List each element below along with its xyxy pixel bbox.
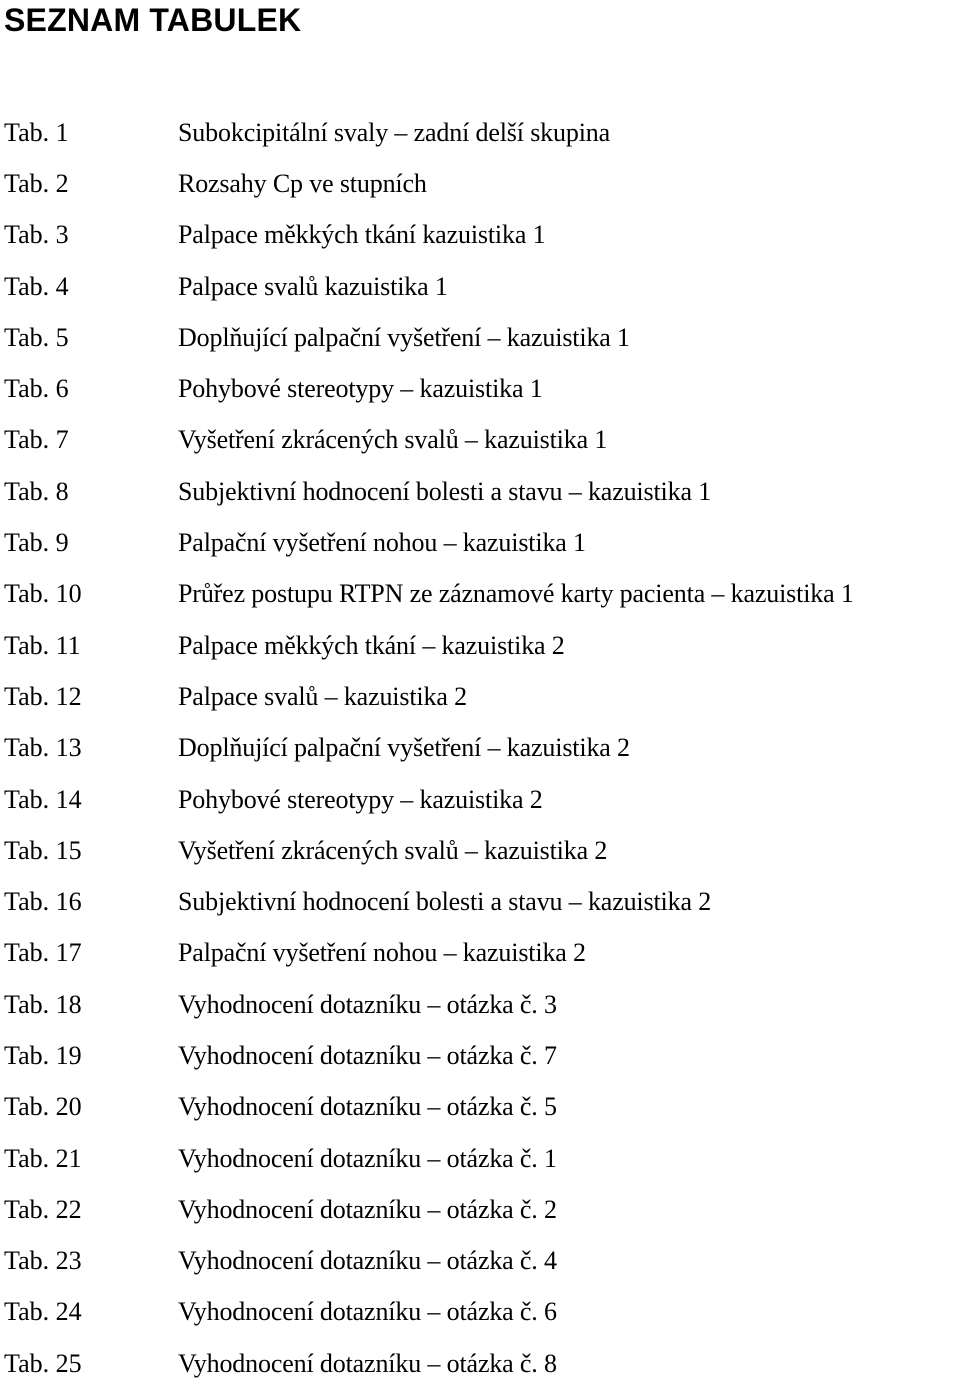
table-caption: Subjektivní hodnocení bolesti a stavu – kazuistika 1 (178, 476, 712, 506)
table-number: Tab. 6 (4, 374, 69, 404)
list-item (0, 723, 960, 774)
table-number: Tab. 20 (4, 1092, 82, 1122)
table-caption: Palpace měkkých tkání – kazuistika 2 (178, 630, 565, 660)
list-item (0, 1133, 960, 1184)
table-number: Tab. 15 (4, 835, 82, 865)
page-title: SEZNAM TABULEK (4, 2, 302, 38)
table-caption: Vyhodnocení dotazníku – otázka č. 3 (178, 989, 557, 1019)
table-number: Tab. 25 (4, 1348, 82, 1378)
table-caption: Vyšetření zkrácených svalů – kazuistika 2 (178, 835, 608, 865)
table-caption: Vyhodnocení dotazníku – otázka č. 7 (178, 1040, 557, 1070)
table-caption: Průřez postupu RTPN ze záznamové karty pacienta – kazuistika 1 (178, 579, 854, 609)
table-caption: Vyhodnocení dotazníku – otázka č. 5 (178, 1092, 557, 1122)
list-item (0, 825, 960, 876)
table-number: Tab. 5 (4, 322, 69, 352)
table-number: Tab. 8 (4, 476, 69, 506)
table-caption: Vyhodnocení dotazníku – otázka č. 4 (178, 1246, 557, 1276)
table-caption: Palpace svalů – kazuistika 2 (178, 681, 467, 711)
list-item (0, 979, 960, 1030)
table-number: Tab. 24 (4, 1297, 82, 1327)
table-number: Tab. 11 (4, 630, 81, 660)
table-caption: Palpační vyšetření nohou – kazuistika 2 (178, 938, 586, 968)
list-item (0, 1082, 960, 1133)
list-item (0, 569, 960, 620)
table-caption: Palpace měkkých tkání kazuistika 1 (178, 220, 546, 250)
list-item (0, 107, 960, 158)
list-item (0, 1184, 960, 1235)
list-item (0, 1338, 960, 1389)
list-item (0, 466, 960, 517)
list-item (0, 312, 960, 363)
list-item (0, 620, 960, 671)
table-caption: Vyhodnocení dotazníku – otázka č. 8 (178, 1348, 557, 1378)
table-caption: Vyhodnocení dotazníku – otázka č. 6 (178, 1297, 557, 1327)
table-number: Tab. 18 (4, 989, 82, 1019)
list-item (0, 1287, 960, 1338)
table-caption: Pohybové stereotypy – kazuistika 2 (178, 784, 543, 814)
list-item (0, 876, 960, 927)
list-item (0, 517, 960, 568)
table-caption: Pohybové stereotypy – kazuistika 1 (178, 374, 543, 404)
table-caption: Doplňující palpační vyšetření – kazuistika 1 (178, 322, 630, 352)
table-number: Tab. 2 (4, 168, 69, 198)
list-item (0, 774, 960, 825)
table-caption: Palpační vyšetření nohou – kazuistika 1 (178, 528, 586, 558)
table-number: Tab. 13 (4, 733, 82, 763)
table-list (0, 107, 960, 1389)
list-item (0, 671, 960, 722)
list-item (0, 1030, 960, 1081)
list-item (0, 928, 960, 979)
table-number: Tab. 7 (4, 425, 69, 455)
table-number: Tab. 9 (4, 528, 69, 558)
table-number: Tab. 16 (4, 887, 82, 917)
table-number: Tab. 14 (4, 784, 82, 814)
list-item (0, 415, 960, 466)
list-item (0, 1236, 960, 1287)
list-item (0, 158, 960, 209)
table-caption: Vyhodnocení dotazníku – otázka č. 1 (178, 1143, 557, 1173)
list-item (0, 210, 960, 261)
table-caption: Palpace svalů kazuistika 1 (178, 271, 448, 301)
table-number: Tab. 22 (4, 1194, 82, 1224)
table-caption: Rozsahy Cp ve stupních (178, 168, 427, 198)
table-number: Tab. 1 (4, 117, 69, 147)
table-caption: Vyšetření zkrácených svalů – kazuistika 1 (178, 425, 608, 455)
table-number: Tab. 17 (4, 938, 82, 968)
list-item (0, 261, 960, 312)
table-number: Tab. 21 (4, 1143, 82, 1173)
list-item (0, 363, 960, 414)
table-number: Tab. 23 (4, 1246, 82, 1276)
table-caption: Subjektivní hodnocení bolesti a stavu – kazuistika 2 (178, 887, 712, 917)
table-number: Tab. 19 (4, 1040, 82, 1070)
table-number: Tab. 10 (4, 579, 82, 609)
table-number: Tab. 4 (4, 271, 69, 301)
table-number: Tab. 12 (4, 681, 82, 711)
table-caption: Subokcipitální svaly – zadní delší skupina (178, 117, 611, 147)
table-number: Tab. 3 (4, 220, 69, 250)
table-caption: Vyhodnocení dotazníku – otázka č. 2 (178, 1194, 557, 1224)
table-caption: Doplňující palpační vyšetření – kazuistika 2 (178, 733, 630, 763)
